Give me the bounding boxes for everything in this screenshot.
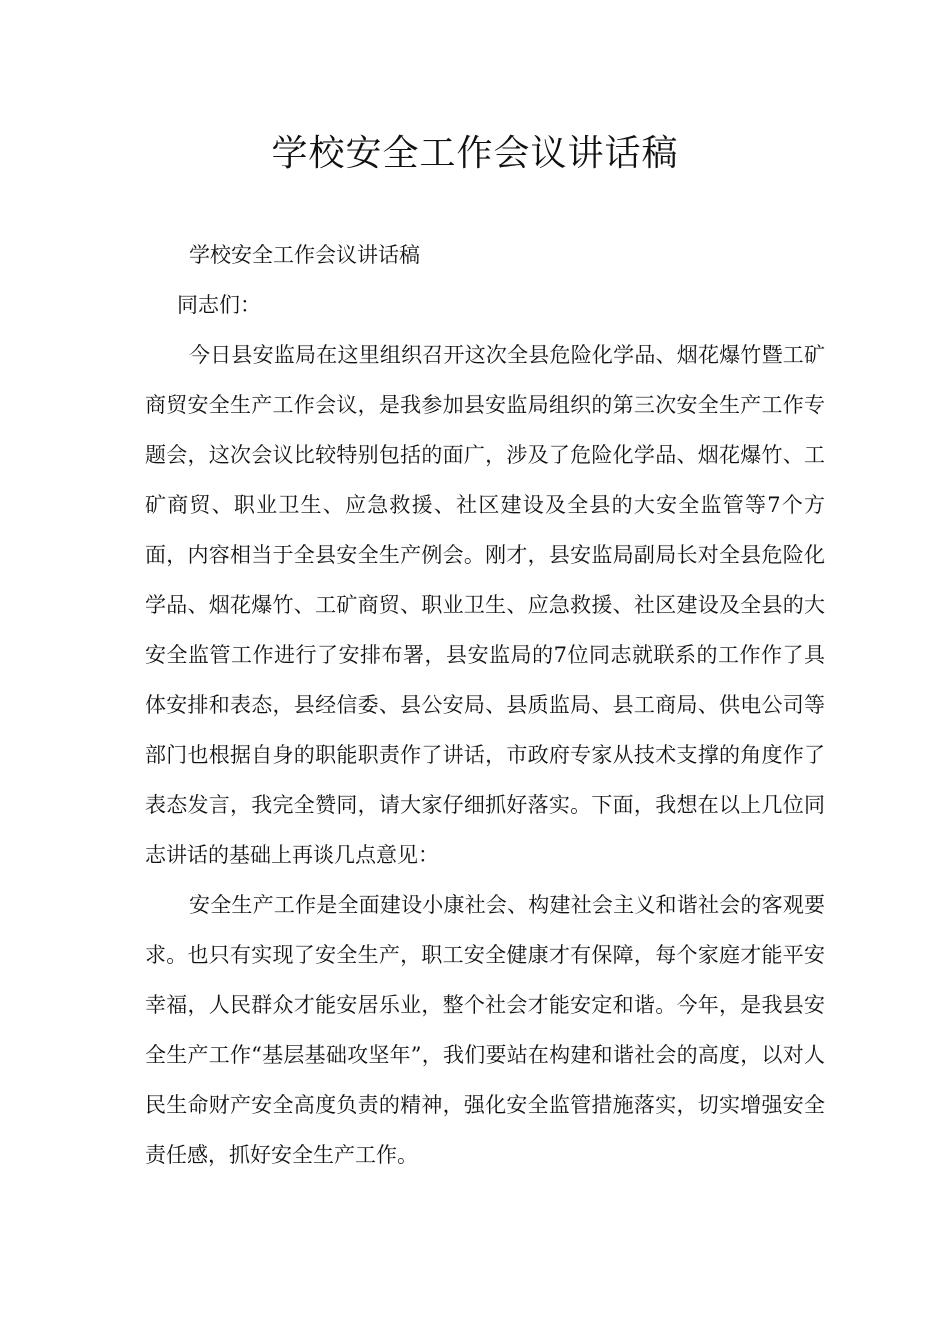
salutation: 同志们： — [177, 293, 261, 317]
document-subtitle: 学校安全工作会议讲话稿 — [189, 243, 420, 267]
paragraph-1: 今日县安监局在这里组织召开这次全县危险化学品、烟花爆竹暨工矿商贸安全生产工作会议，是我参加县安监局组织的第三次安全生产工作专题会，这次会议比较特别包括的面广，涉及了危险化学品、烟花爆竹、工矿商贸、职业卫生、应急救援、社区建设及全县的大安全监管等7个方面，内容相当于全县安全生产例会。刚才，县安监局副局长对全县危险化学品、烟花爆竹、工矿商贸、职业卫生、应急救援、社区建设及全县的大安全监管工作进行了安排布署，县安监局的7位同志就联系的工作作了具体安排和表态，县经信委、县公安局、县质监局、县工商局、供电公司等部门也根据自身的职能职责作了讲话，市政府专家从技术支撑的角度作了表态发言，我完全赞同，请大家仔细抓好落实。下面，我想在以上几位同志讲话的基础上再谈几点意见： — [145, 343, 825, 867]
document-body — [145, 230, 825, 1180]
paragraph-2: 安全生产工作是全面建设小康社会、构建社会主义和谐社会的客观要求。也只有实现了安全生产，职工安全健康才有保障，每个家庭才能平安幸福，人民群众才能安居乐业，整个社会才能安定和谐。今年，是我县安全生产工作“基层基础攻坚年”，我们要站在构建和谐社会的高度，以对人民生命财产安全高度负责的精神，强化安全监管措施落实，切实增强安全责任感，抓好安全生产工作。 — [145, 893, 825, 1167]
document-title: 学校安全工作会议讲话稿 — [271, 133, 679, 174]
